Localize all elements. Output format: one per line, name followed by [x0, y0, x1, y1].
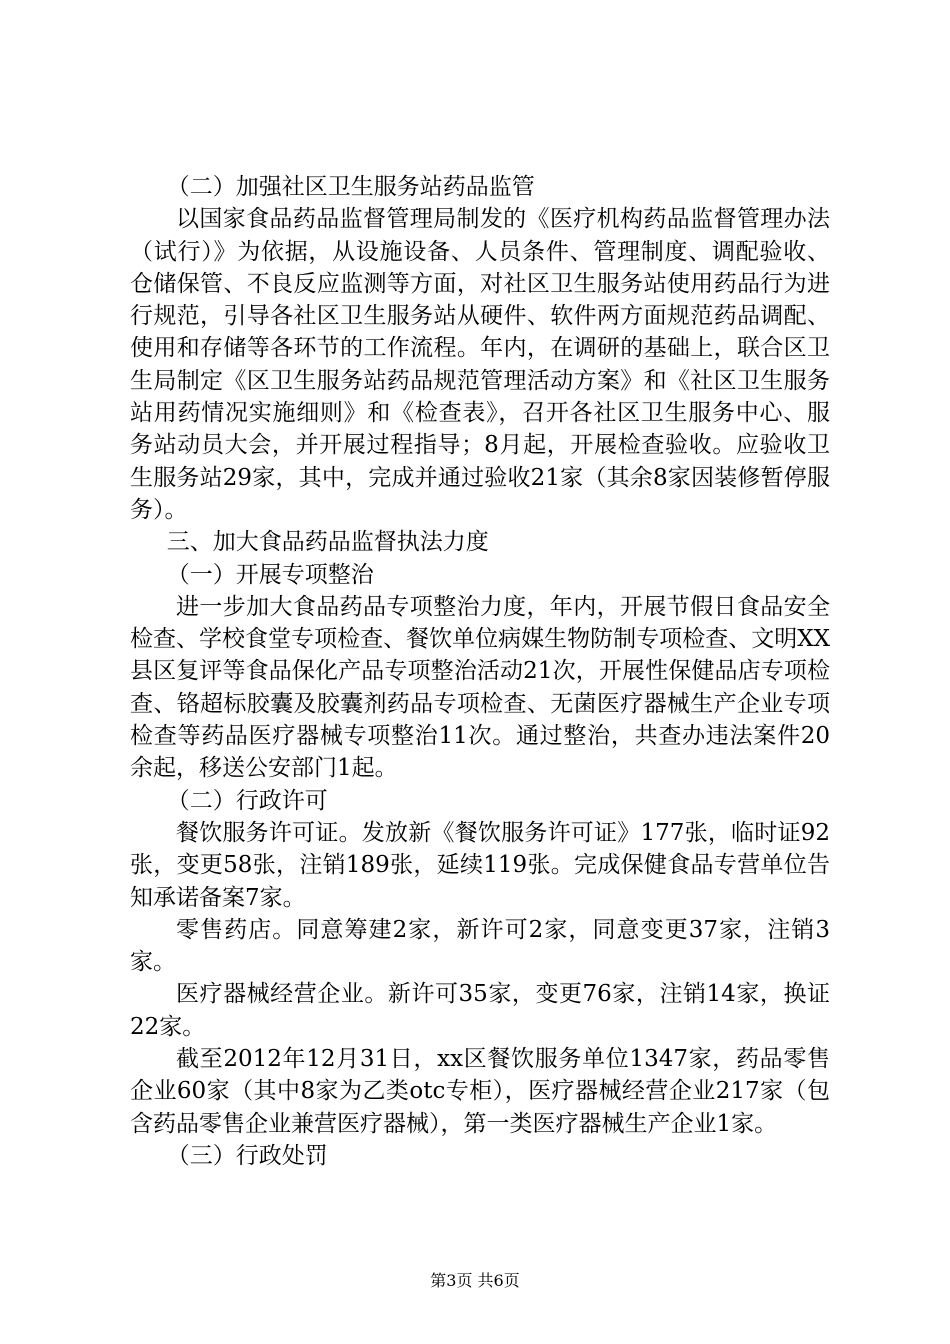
paragraph-special-rectification: 进一步加大食品药品专项整治力度，年内，开展节假日食品安全检查、学校食堂专项检查、餐饮单位病媒生物防制专项检查、文明XX县区复评等食品保化产品专项整治活动21次，开展性保健品店专项检查、铬超标胶囊及胶囊剂药品专项检查、无菌医疗器械生产企业专项检查等药品医疗器械专项整治11次。通过整治，共查办违法案件20余起，移送公安部门1起。 [130, 593, 830, 782]
paragraph-retail-pharmacy: 零售药店。同意筹建2家，新许可2家，同意变更37家，注销3家。 [130, 916, 830, 976]
paragraph-catering-license: 餐饮服务许可证。发放新《餐饮服务许可证》177张，临时证92张，变更58张，注销189张，延续119张。完成保健食品专营单位告知承诺备案7家。 [130, 819, 830, 911]
paragraph-statistics: 截至2012年12月31日，xx区餐饮服务单位1347家，药品零售企业60家（其中8家为乙类otc专柜），医疗器械经营企业217家（包含药品零售企业兼营医疗器械），第一类医疗器械生产企业1家。 [130, 1046, 830, 1137]
document-body [130, 171, 830, 1172]
section-heading-community-pharmacy: （二）加强社区卫生服务站药品监管 [166, 174, 535, 200]
section-heading-administrative-license: （二）行政许可 [166, 787, 328, 814]
section-heading-enforcement: 三、加大食品药品监督执法力度 [166, 529, 489, 556]
paragraph-community-pharmacy: 以国家食品药品监督管理局制发的《医疗机构药品监督管理办法（试行）》为依据，从设施设备、人员条件、管理制度、调配验收、仓储保管、不良反应监测等方面，对社区卫生服务站使用药品行为进行规范，引导各社区卫生服务站从硬件、软件两方面规范药品调配、使用和存储等各环节的工作流程。年内，在调研的基础上，联合区卫生局制定《区卫生服务站药品规范管理活动方案》和《社区卫生服务站用药情况实施细则》和《检查表》，召开各社区卫生服务中心、服务站动员大会，并开展过程指导；8月起，开展检查验收。应验收卫生服务站29家，其中，完成并通过验收21家（其余8家因装修暂停服务）。 [130, 206, 830, 523]
section-heading-special-rectification: （一）开展专项整治 [166, 561, 374, 588]
page-footer: 第3页 共6页 [430, 1271, 520, 1290]
paragraph-medical-device: 医疗器械经营企业。新许可35家，变更76家，注销14家，换证22家。 [130, 981, 830, 1040]
section-heading-administrative-penalty: （三）行政处罚 [166, 1142, 328, 1169]
